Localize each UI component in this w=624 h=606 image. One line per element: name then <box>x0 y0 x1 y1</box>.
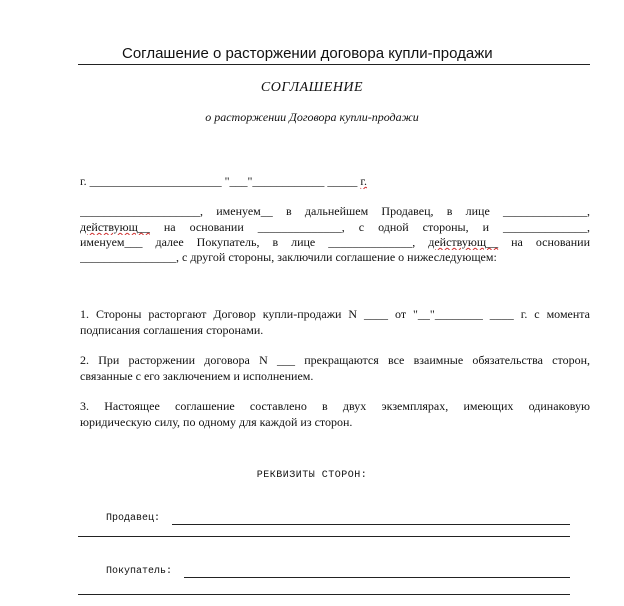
clause-3-line-2: юридическую силу, по одному для каждой из сторон. <box>80 415 353 429</box>
page-title: Соглашение о расторжении договора купли-продажи <box>122 45 493 62</box>
clause-2-line-2: связанные с его заключением и исполнением. <box>80 369 314 383</box>
parties-line-4: ________________, с другой стороны, заключили соглашение о нижеследующем: <box>80 250 497 264</box>
parties-line-2 <box>80 219 590 235</box>
parties-line-3-end: на основании <box>498 235 590 249</box>
place-date-line <box>80 173 590 189</box>
parties-line-1: ____________________, именуем__ в дальнейшем Продавец, в лице ______________, <box>80 204 590 218</box>
month-blank: ____________ <box>252 174 325 188</box>
clause-1-line-1: 1. Стороны расторгают Договор купли-продажи N ____ от "__"________ ____ г. с момента <box>80 307 590 321</box>
year-suffix: г. <box>360 174 367 188</box>
buyer-label: Покупатель: <box>106 566 173 577</box>
seller-line-2 <box>78 536 570 537</box>
acting-word: действующ__ <box>428 235 499 249</box>
header-divider <box>78 64 590 65</box>
city-prefix: г. <box>80 174 90 188</box>
parties-line-3 <box>80 234 590 250</box>
parties-line-2-rest: на основании ______________, с одной стороны, и ______________, <box>149 220 590 234</box>
buyer-line-2 <box>78 594 570 595</box>
day-blank: "___" <box>221 174 253 188</box>
buyer-line <box>184 577 570 578</box>
clause-1-line-2: подписания соглашения сторонами. <box>80 323 264 337</box>
parties-line-3-start: именуем___ далее Покупатель, в лице ______________, <box>80 235 429 249</box>
document-title: СОГЛАШЕНИЕ <box>260 80 364 95</box>
seller-label: Продавец: <box>106 513 161 524</box>
city-blank: ______________________ <box>89 174 222 188</box>
year-blank: _____ <box>324 174 358 188</box>
acting-word: действующ__ <box>80 220 150 234</box>
seller-line <box>172 524 570 525</box>
document-subtitle: о расторжении Договора купли-продажи <box>205 110 419 124</box>
clause-2-line-1: 2. При расторжении договора N ___ прекращаются все взаимные обязательства сторон, <box>80 353 590 367</box>
requisites-title: РЕКВИЗИТЫ СТОРОН: <box>256 470 368 481</box>
clause-3-line-1: 3. Настоящее соглашение составлено в двух экземплярах, имеющих одинаковую <box>80 399 590 413</box>
